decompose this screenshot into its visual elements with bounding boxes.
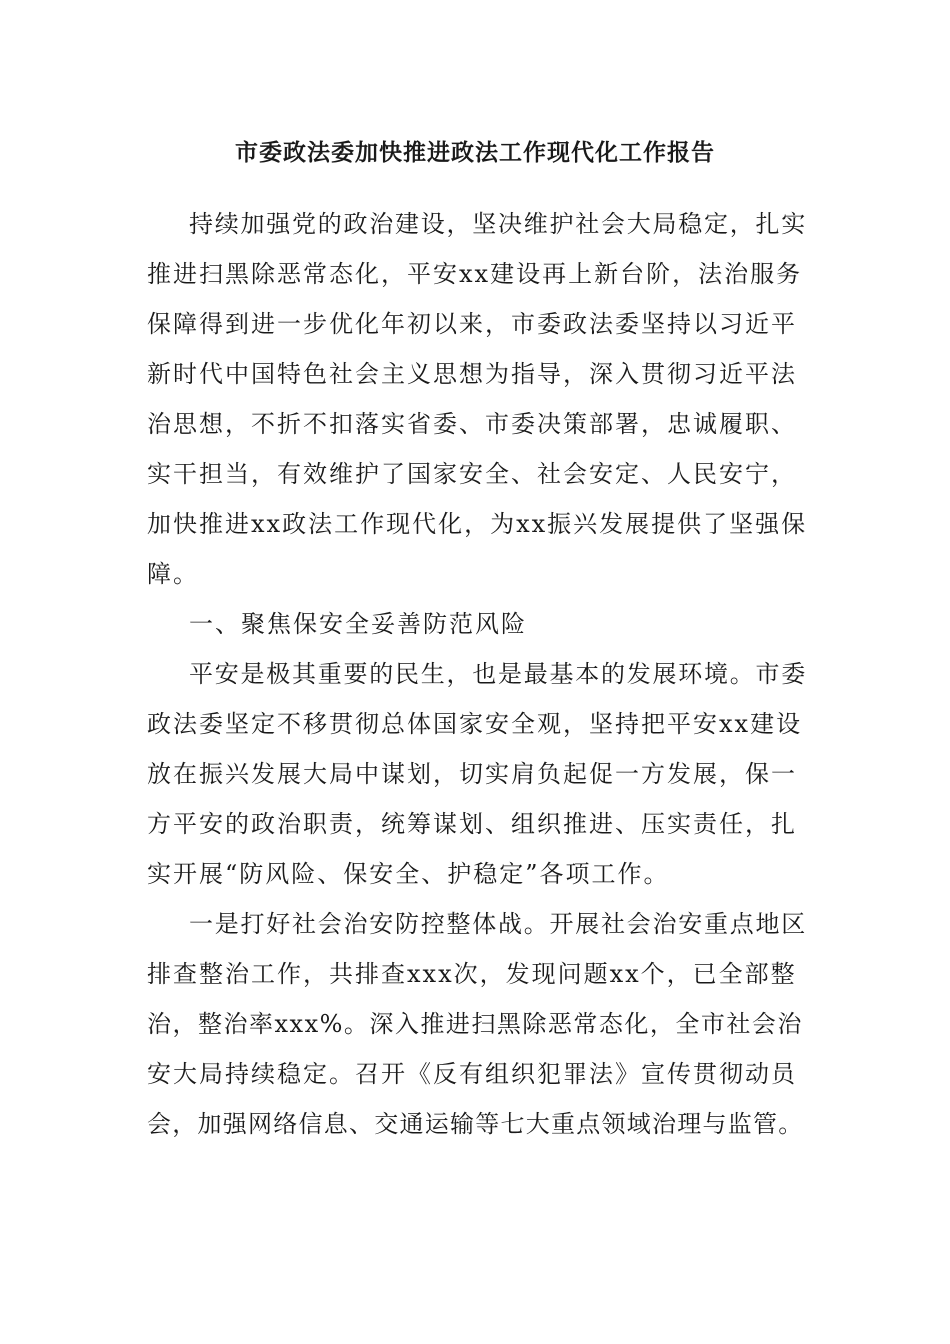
- document-title: 市委政法委加快推进政法工作现代化工作报告: [235, 139, 715, 166]
- paragraph-line: 治思想，不折不扣落实省委、市委决策部署，忠诚履职、: [147, 410, 797, 438]
- paragraph-line: 实开展“防风险、保安全、护稳定”各项工作。: [147, 860, 670, 888]
- paragraph-line: 实干担当，有效维护了国家安全、社会安定、人民安宁，: [147, 460, 797, 488]
- paragraph-line: 一是打好社会治安防控整体战。开展社会治安重点地区: [189, 910, 807, 938]
- paragraph-line: 治，整治率xxx%。深入推进扫黑除恶常态化，全市社会治: [147, 1010, 803, 1038]
- paragraph-line: 会，加强网络信息、交通运输等七大重点领域治理与监管。: [147, 1110, 804, 1138]
- paragraph-line: 政法委坚定不移贯彻总体国家安全观，坚持把平安xx建设: [147, 710, 803, 738]
- paragraph-line: 排查整治工作，共排查xxx次，发现问题xx个，已全部整: [147, 960, 797, 988]
- section-heading-text: 一、聚焦保安全妥善防范风险: [189, 610, 527, 638]
- paragraph-line: 加快推进xx政法工作现代化，为xx振兴发展提供了坚强保: [147, 510, 808, 538]
- paragraph-line: 平安是极其重要的民生，也是最基本的发展环境。市委: [189, 660, 807, 688]
- paragraph-line: 放在振兴发展大局中谋划，切实肩负起促一方发展，保一: [147, 760, 797, 788]
- paragraph-line: 新时代中国特色社会主义思想为指导，深入贯彻习近平法: [147, 360, 797, 388]
- paragraph-line: 障。: [147, 560, 199, 588]
- paragraph-line: 保障得到进一步优化年初以来，市委政法委坚持以习近平: [147, 310, 797, 338]
- paragraph-line: 方平安的政治职责，统筹谋划、组织推进、压实责任，扎: [147, 810, 797, 838]
- paragraph-line: 持续加强党的政治建设，坚决维护社会大局稳定，扎实: [189, 210, 807, 238]
- paragraph-line: 安大局持续稳定。召开《反有组织犯罪法》宣传贯彻动员: [147, 1060, 797, 1088]
- paragraph-line: 推进扫黑除恶常态化，平安xx建设再上新台阶，法治服务: [147, 260, 803, 288]
